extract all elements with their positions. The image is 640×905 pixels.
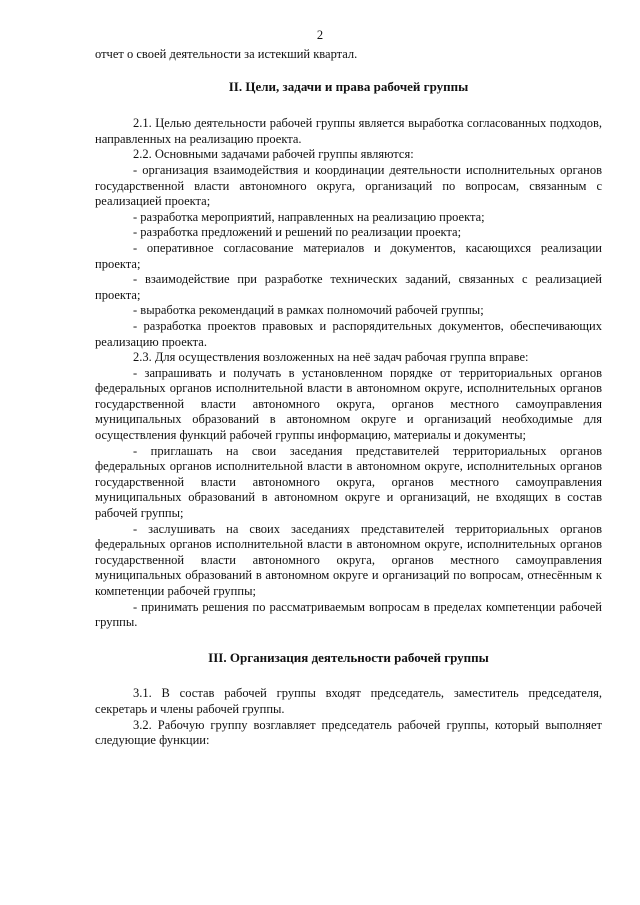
- list-item-task-measures: - разработка мероприятий, направленных на реализацию проекта;: [133, 209, 485, 224]
- list-item-right-decide: - принимать решения по рассматриваемым вопросам в пределах компетенции рабочей группы.: [95, 599, 602, 630]
- paragraph-3-1: 3.1. В состав рабочей группы входят председатель, заместитель председателя, секретарь и члены рабочей группы.: [95, 686, 602, 716]
- intro-line: отчет о своей деятельности за истекший квартал.: [95, 47, 358, 61]
- list-item-right-hear: - заслушивать на своих заседаниях представителей территориальных органов федеральных органов исполнительной власти в автономном округе, исполнительных органов государственной власти автономного округа, органов местного самоуправления муниципальных образований в автономном округе и организаций по вопросам, отнесённым к компетенции рабочей группы;: [95, 521, 602, 598]
- list-item-task-coordination: - организация взаимодействия и координации деятельности исполнительных органов государственной власти автономного округа, организаций по вопросам, связанным с реализацией проекта;: [95, 162, 602, 209]
- document-body: [95, 47, 602, 749]
- list-item-task-documents: - разработка проектов правовых и распорядительных документов, обеспечивающих реализацию проекта.: [95, 318, 602, 349]
- list-item-task-proposals: - разработка предложений и решений по реализации проекта;: [133, 225, 462, 240]
- list-item-right-request: - запрашивать и получать в установленном порядке от территориальных органов федеральных органов исполнительной власти в автономном округе, исполнительных органов государственной власти автономного округа, органов местного самоуправления муниципальных образований в автономном округе и организаций необходимые для осуществления функций рабочей группы информацию, материалы и документы;: [95, 365, 602, 443]
- paragraph-2-3: 2.3. Для осуществления возложенных на неё задач рабочая группа вправе:: [133, 350, 529, 365]
- section-heading-organization: III. Организация деятельности рабочей группы: [208, 649, 489, 665]
- section-heading-goals: II. Цели, задачи и права рабочей группы: [228, 78, 469, 94]
- list-item-task-approval: - оперативное согласование материалов и документов, касающихся реализации проекта;: [95, 240, 602, 271]
- list-item-right-invite: - приглашать на свои заседания представителей территориальных органов федеральных органов исполнительной власти в автономном округе, исполнительных органов государственной власти автономного округа, органов местного самоуправления муниципальных образований в автономном округе и организаций, не входящих в состав рабочей группы;: [95, 443, 602, 521]
- list-item-task-technical: - взаимодействие при разработке технических заданий, связанных с реализацией проекта;: [95, 272, 602, 302]
- page-number: 2: [316, 28, 324, 42]
- list-item-task-recommendations: - выработка рекомендаций в рамках полномочий рабочей группы;: [133, 303, 484, 318]
- paragraph-3-2: 3.2. Рабочую группу возглавляет председатель рабочей группы, который выполняет следующие функции:: [95, 717, 602, 748]
- paragraph-2-2: 2.2. Основными задачами рабочей группы являются:: [133, 147, 414, 162]
- paragraph-2-1: 2.1. Целью деятельности рабочей группы является выработка согласованных подходов, направленных на реализацию проекта.: [95, 116, 602, 146]
